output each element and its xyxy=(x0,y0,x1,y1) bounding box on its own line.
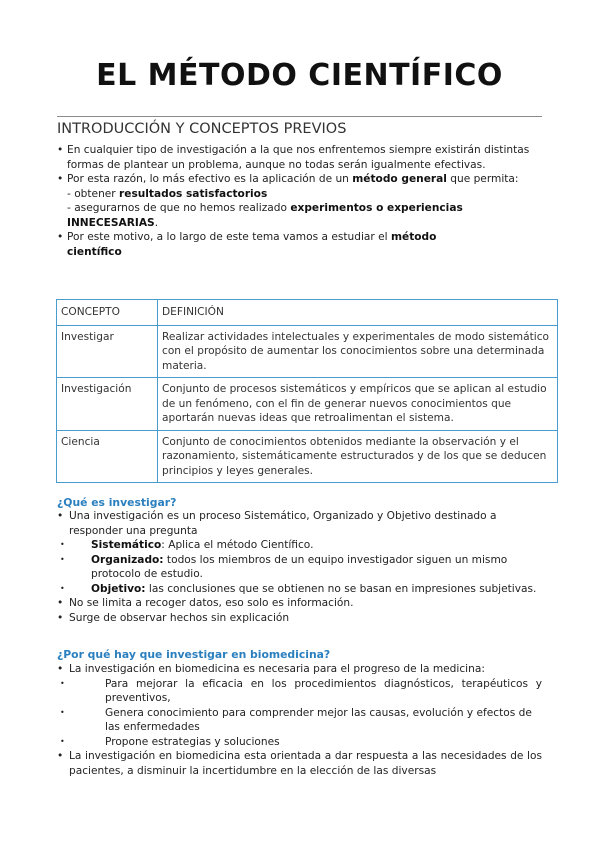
q1-sub-2 xyxy=(57,553,542,582)
q1-sub-3-bold: Objetivo: xyxy=(91,582,146,595)
table-cell-concept: Investigar xyxy=(57,325,158,378)
q1-sub-1 xyxy=(57,538,542,553)
table-header-definition: DEFINICIÓN xyxy=(158,300,558,326)
intro-bullet-3-text: Por este motivo, a lo largo de este tema vamos a estudiar el xyxy=(67,231,391,243)
intro-list-2-end: . xyxy=(154,216,159,229)
intro-bullet-1 xyxy=(57,143,542,172)
intro-bullet-2-text: Por esta razón, lo más efectivo es la aplicación de un xyxy=(67,173,353,185)
intro-list-2 xyxy=(57,201,542,230)
document-title: EL MÉTODO CIENTÍFICO xyxy=(96,58,503,93)
intro-bullet-1-text: En cualquier tipo de investigación a la que nos enfrentemos siempre existirán distintas formas de plantear un problema, aunque no todas serán igualmente efectivas. xyxy=(67,144,530,171)
table-row xyxy=(57,378,558,431)
q1-sub-2-text: todos los miembros de un equipo investigador siguen un mismo protocolo de estudio. xyxy=(91,553,508,580)
q2-sub-1: • Para mejorar la eficacia en los procedimientos diagnósticos, terapéuticos y preventivos, xyxy=(57,677,542,706)
intro-list-1 xyxy=(57,187,542,202)
intro-bullet-2 xyxy=(57,172,542,187)
table-cell-definition: Conjunto de procesos sistemáticos y empíricos que se aplican al estudio de un fenómeno, con el fin de generar nuevos conocimientos que aportarán nuevas ideas que retroalimentan el sistema. xyxy=(158,378,558,431)
q1-sub-3 xyxy=(57,582,542,597)
intro-bullet-3-bold: método científico xyxy=(67,231,437,258)
table-header-concept: CONCEPTO xyxy=(57,300,158,326)
q2-bullet-1: • La investigación en biomedicina es necesaria para el progreso de la medicina: xyxy=(57,662,542,677)
definitions-table xyxy=(56,299,558,483)
intro-block xyxy=(57,143,542,259)
intro-list-1-bold: resultados satisfactorios xyxy=(119,187,268,200)
intro-bullet-2-bold: método general xyxy=(352,173,447,185)
question-2-block xyxy=(57,662,542,778)
q1-bullet-2: • No se limita a recoger datos, eso solo es información. xyxy=(57,596,542,611)
section-divider xyxy=(57,116,542,117)
table-cell-concept: Ciencia xyxy=(57,430,158,483)
q1-sub-1-bold: Sistemático xyxy=(91,539,162,551)
q1-sub-3-text: las conclusiones que se obtienen no se basan en impresiones subjetivas. xyxy=(145,582,537,595)
section-heading: INTRODUCCIÓN Y CONCEPTOS PREVIOS xyxy=(57,121,347,137)
intro-list-1-text: - obtener xyxy=(67,187,120,200)
q2-sub-2: • Genera conocimiento para comprender mejor las causas, evolución y efectos de las enfermedades xyxy=(57,706,542,735)
intro-bullet-2-end: que permita: xyxy=(446,173,519,185)
table-cell-concept: Investigación xyxy=(57,378,158,431)
q2-bullet-2: • La investigación en biomedicina esta orientada a dar respuesta a las necesidades de los pacientes, a disminuir la incertidumbre en la elección de las diversas xyxy=(57,749,542,778)
q1-sub-1-text: : Aplica el método Científico. xyxy=(161,539,314,551)
table-cell-definition: Realizar actividades intelectuales y experimentales de modo sistemático con el propósito de aumentar los conocimientos sobre una determinada materia. xyxy=(158,325,558,378)
table-header-row xyxy=(57,300,558,326)
question-heading-1: ¿Qué es investigar? xyxy=(57,496,177,509)
q1-bullet-1: • Una investigación es un proceso Sistemático, Organizado y Objetivo destinado a responder una pregunta xyxy=(57,509,542,538)
intro-bullet-3 xyxy=(57,230,467,259)
q1-sub-2-bold: Organizado: xyxy=(91,553,164,566)
table-row xyxy=(57,325,558,378)
q2-sub-3: • Propone estrategias y soluciones xyxy=(57,735,542,750)
q1-bullet-3: • Surge de observar hechos sin explicación xyxy=(57,611,542,626)
question-heading-2: ¿Por qué hay que investigar en biomedicina? xyxy=(57,648,331,661)
table-cell-definition: Conjunto de conocimientos obtenidos mediante la observación y el razonamiento, sistemáticamente estructurados y de los que se deducen principios y leyes generales. xyxy=(158,430,558,483)
intro-list-2-bold: experimentos o experiencias INNECESARIAS xyxy=(67,202,463,229)
intro-list-2-text: - asegurarnos de que no hemos realizado xyxy=(67,202,291,214)
table-row xyxy=(57,430,558,483)
question-1-block xyxy=(57,509,542,625)
